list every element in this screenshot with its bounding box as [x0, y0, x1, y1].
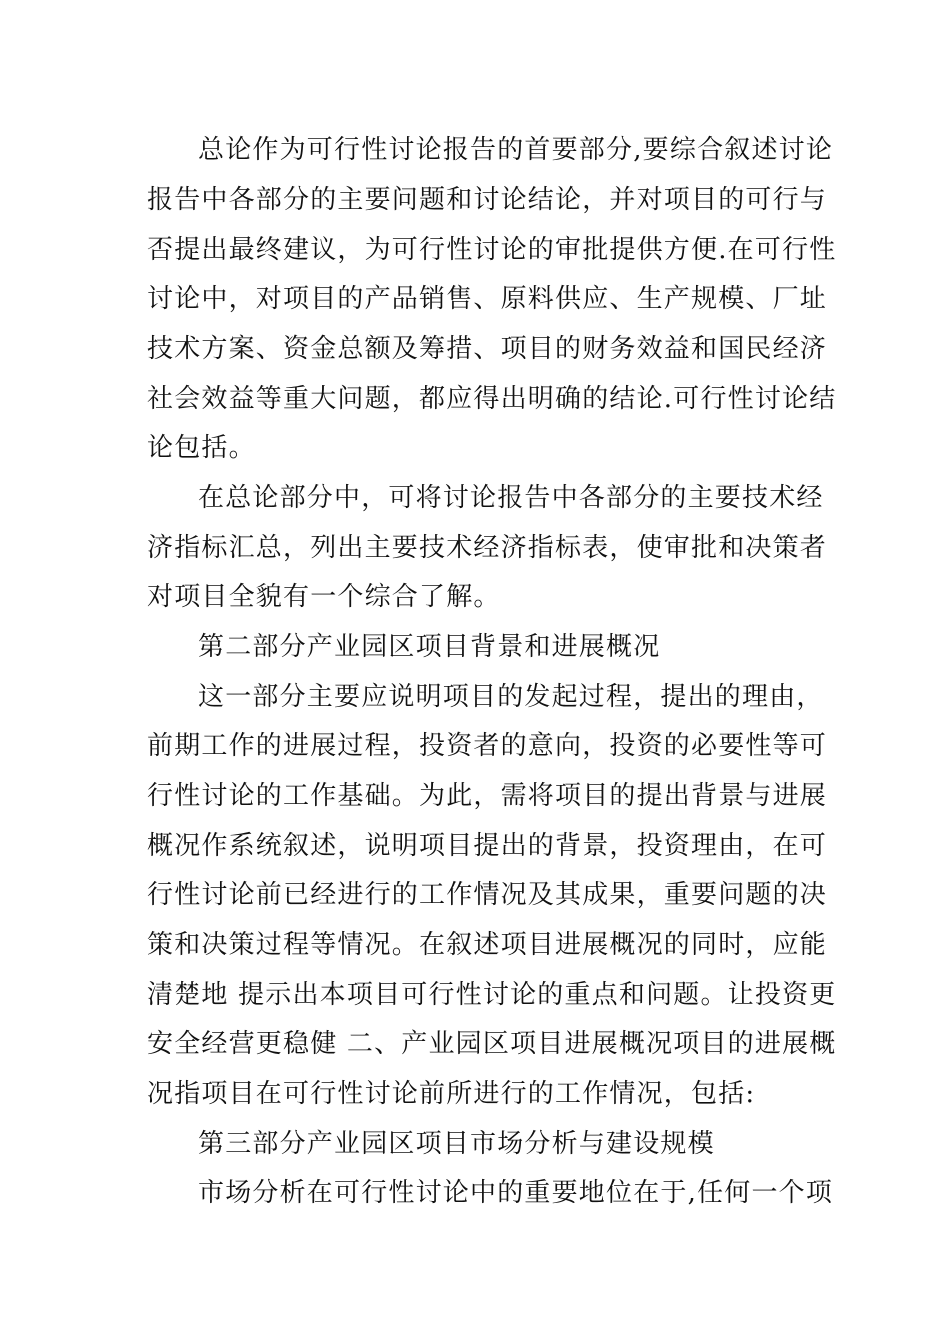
text-line: 安全经营更稳健 二、产业园区项目进展概况项目的进展概	[147, 1029, 837, 1059]
text-line: 讨论中，对项目的产品销售、原料供应、生产规模、厂址	[147, 284, 828, 314]
text-line: 济指标汇总，列出主要技术经济指标表，使审批和决策者	[147, 533, 828, 563]
text-line: 总论作为可行性讨论报告的首要部分,要综合叙述讨论	[198, 135, 834, 165]
text-line: 市场分析在可行性讨论中的重要地位在于,任何一个项	[198, 1178, 834, 1208]
section-heading-part2: 第二部分产业园区项目背景和进展概况	[198, 632, 661, 662]
text-line: 对项目全貌有一个综合了解。	[147, 582, 501, 612]
text-line: 这一部分主要应说明项目的发起过程，提出的理由，	[198, 682, 824, 712]
text-line: 在总论部分中，可将讨论报告中各部分的主要技术经	[198, 483, 824, 513]
text-line: 报告中各部分的主要问题和讨论结论，并对项目的可行与	[147, 185, 828, 215]
text-line: 前期工作的进展过程，投资者的意向，投资的必要性等可	[147, 731, 828, 761]
text-line: 否提出最终建议，为可行性讨论的审批提供方便.在可行性	[147, 235, 837, 265]
text-line: 行性讨论的工作基础。为此，需将项目的提出背景与进展	[147, 781, 828, 811]
text-line: 概况作系统叙述，说明项目提出的背景，投资理由，在可	[147, 831, 828, 861]
text-line: 论包括。	[147, 433, 256, 463]
text-line: 清楚地 提示出本项目可行性讨论的重点和问题。让投资更	[147, 980, 837, 1010]
text-line: 行性讨论前已经进行的工作情况及其成果，重要问题的决	[147, 880, 828, 910]
section-heading-part3: 第三部分产业园区项目市场分析与建设规模	[198, 1129, 715, 1159]
text-line: 社会效益等重大问题，都应得出明确的结论.可行性讨论结	[147, 384, 837, 414]
text-line: 技术方案、资金总额及筹措、项目的财务效益和国民经济	[147, 334, 828, 364]
text-line: 况指项目在可行性讨论前所进行的工作情况，包括:	[147, 1079, 756, 1109]
text-line: 策和决策过程等情况。在叙述项目进展概况的同时，应能	[147, 930, 828, 960]
